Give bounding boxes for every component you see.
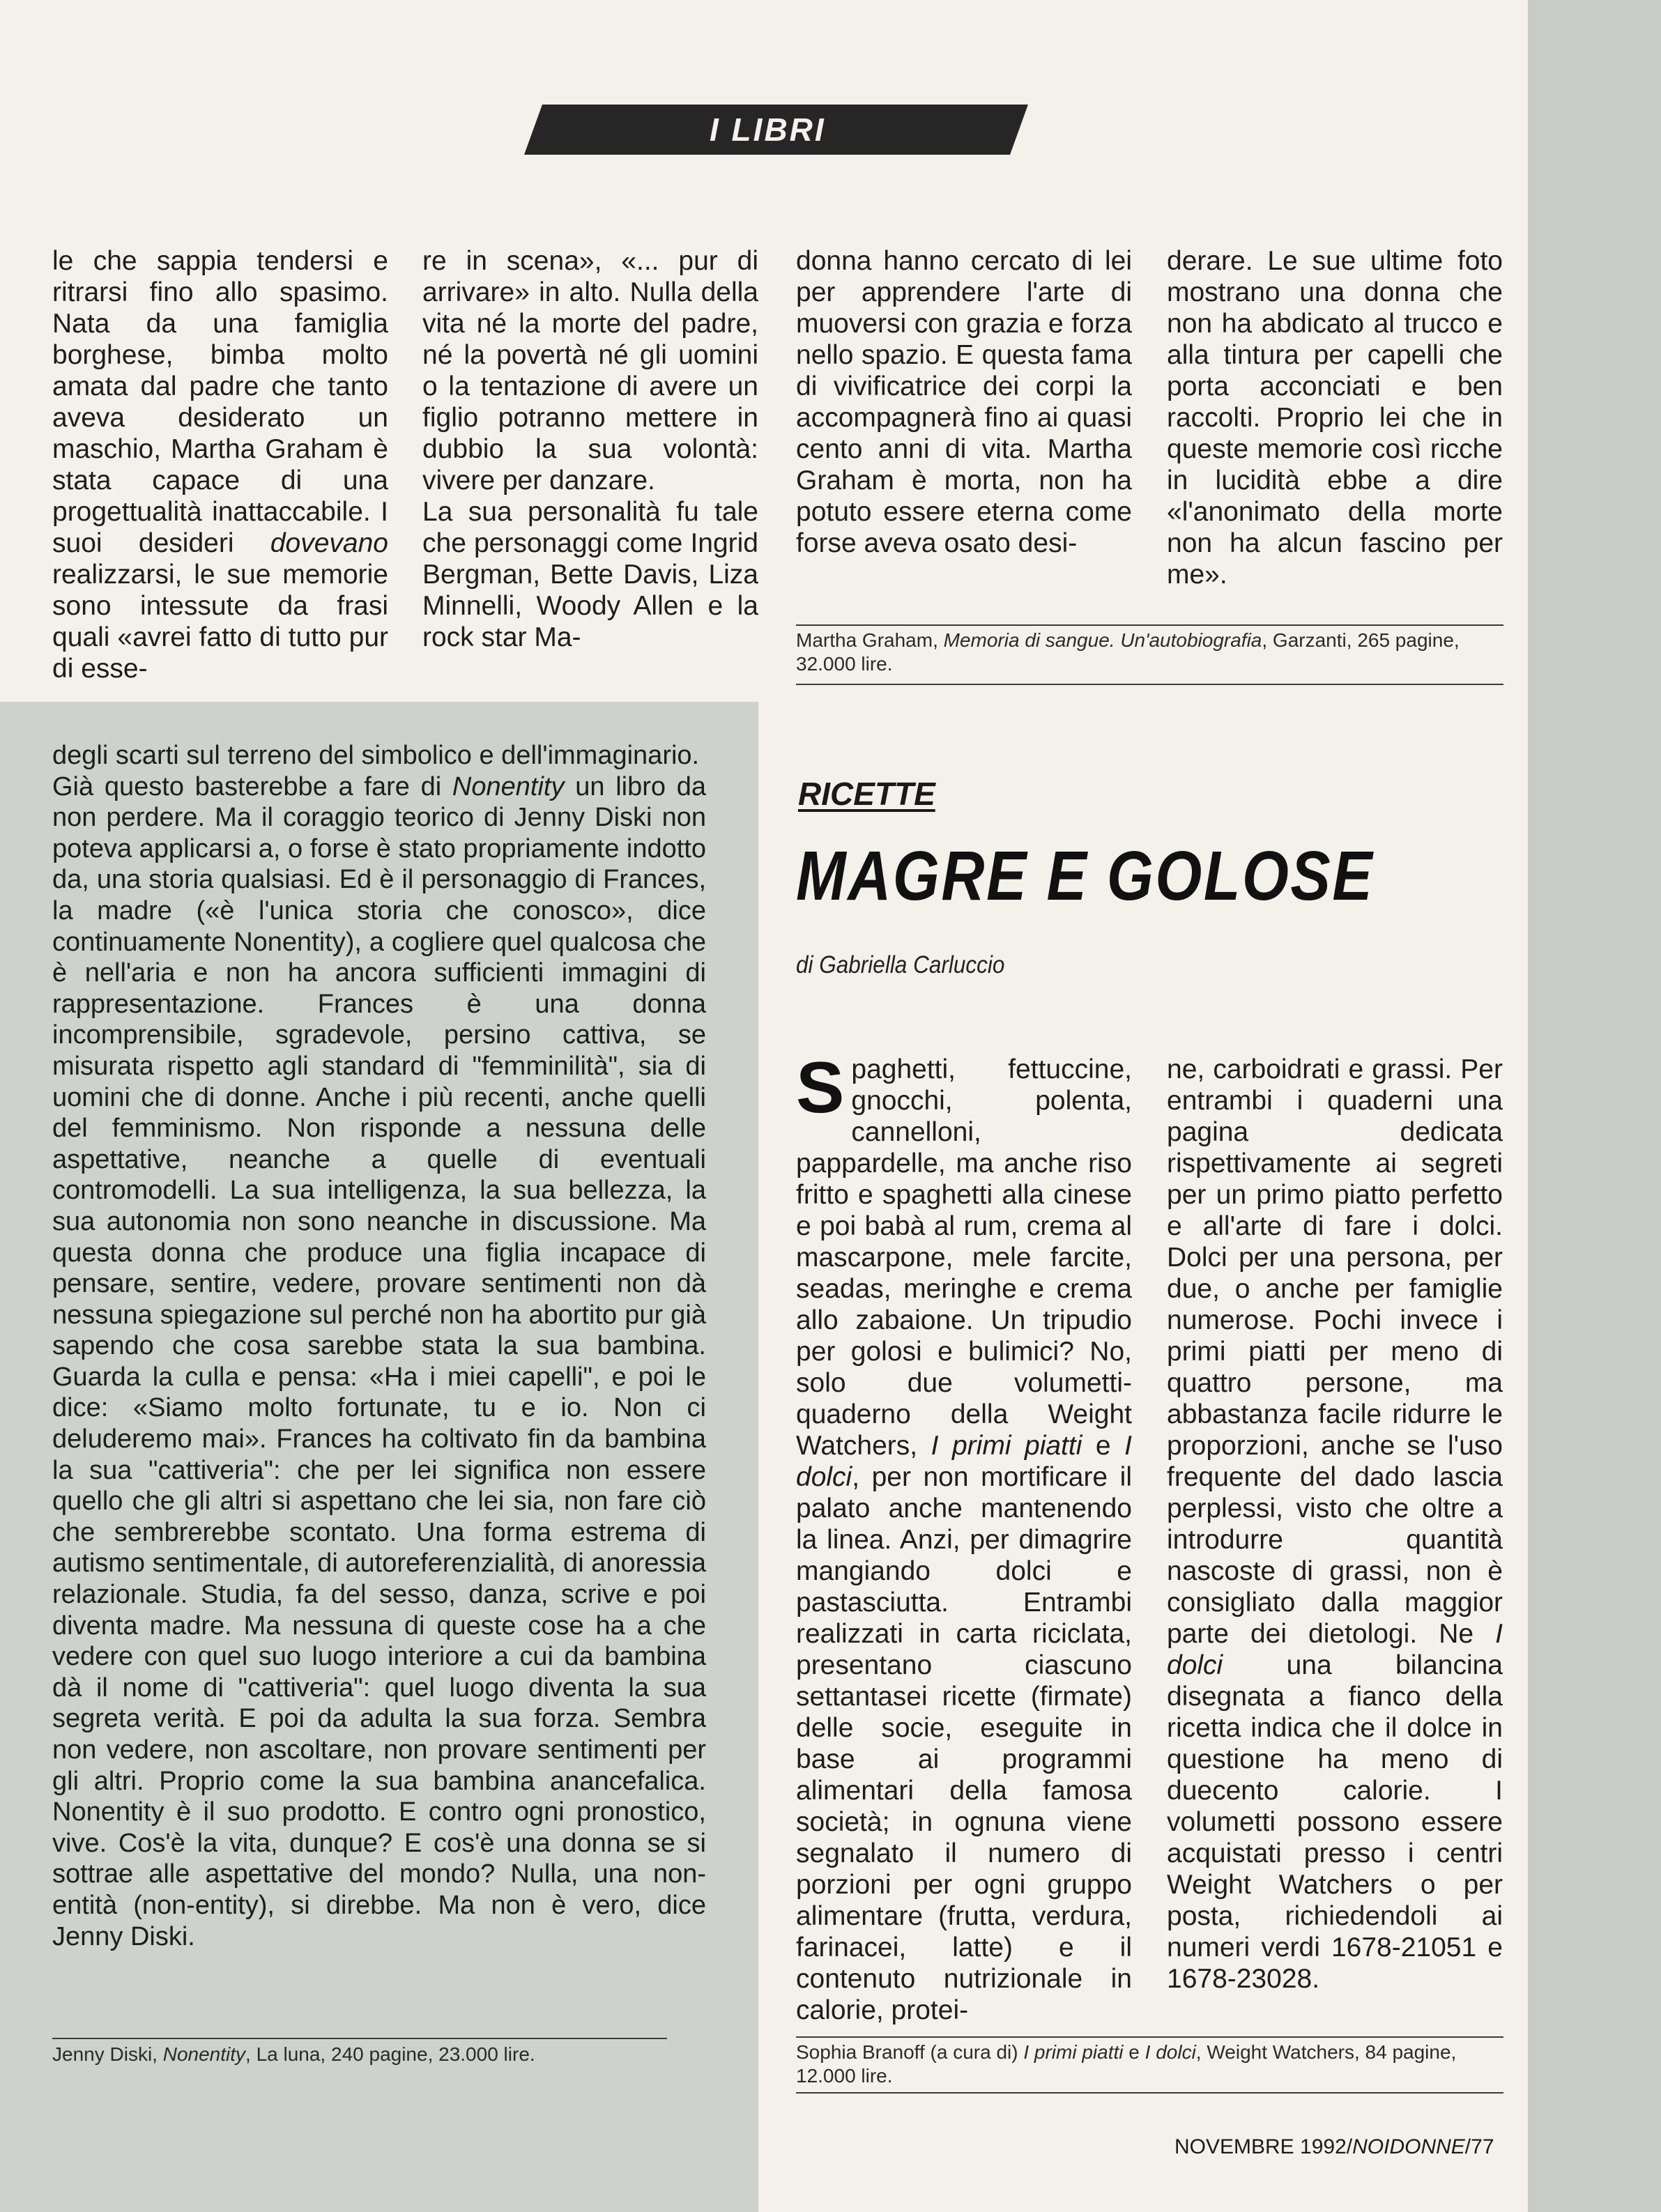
nonentity-review-text — [52, 740, 706, 1952]
graham-column-2-p1: re in scena», «... pur di arrivare» in alto. Nulla della vita né la morte del padre, né la povertà né gli uomini o la tentazione di avere un figlio potranno mettere in dubbio la sua volontà: vivere per danzare. — [422, 246, 758, 496]
graham-column-2 — [422, 245, 758, 653]
graham-book-credit: Martha Graham, Memoria di sangue. Un'autobiografia, Garzanti, 265 pagine, 32.000 lire. — [796, 629, 1460, 675]
graham-credit-rule-bottom — [796, 684, 1503, 685]
recipes-credit-rule-top — [796, 2036, 1503, 2038]
nonentity-p2: Già questo basterebbe a fare di Nonentity un libro da non perdere. Ma il coraggio teorico di Jenny Diski non poteva applicarsi a, o forse è stato propriamente indotto da, una storia qualsiasi. Ed è il personaggio di Frances, la madre («è l'unica storia che conosco», dice continuamente Nonentity), a cogliere quel qualcosa che è nell'aria e non ha ancora sufficienti immagini di rappresentazione. Frances è una donna incomprensibile, sgradevole, persino cattiva, se misurata rispetto agli standard di "femminilità", sia di uomini che di donne. Anche i più recenti, anche quelli del femminismo. Non risponde a nessuna delle aspettative, neanche a quelle di eventuali contromodelli. La sua intelligenza, la sua bellezza, la sua autonomia non sono neanche in discussione. Ma questa donna che produce una figlia incapace di pensare, sentire, vedere, provare sentimenti non dà nessuna spiegazione sul perché non ha abortito pur già sapendo che cosa sarebbe stata la sua bambina. Guarda la culla e pensa: «Ha i miei capelli", e poi le dice: «Siamo molto fortunate, tu e io. Non ci deluderemo mai». Frances ha coltivato fin da bambina la sua "cattiveria": che per lei significa non essere quello che gli altri si aspettano che lei sia, non fare ciò che sembrerebbe scontato. Una forma estrema di autismo sentimentale, di autoreferenzialità, di anoressia relazionale. Studia, fa del sesso, danza, scrive e poi diventa madre. Ma nessuna di queste cose ha a che vedere con quel suo luogo interiore a cui da bambina dà il nome di "cattiveria": quel luogo diventa la sua segreta verità. E poi da adulta la sua forza. Sembra non vedere, non ascoltare, non provare sentimenti per gli altri. Proprio come la sua bambina anancefalica. Nonentity è il suo prodotto. E contro ogni pronostico, vive. Cos'è la vita, dunque? E cos'è una donna se si sottrae alle aspettative del mondo? Nulla, una non-entità (non-entity), si direbbe. Ma non è vero, dice Jenny Diski. — [52, 771, 706, 1951]
recipes-book-credit: Sophia Branoff (a cura di) I primi piatti e I dolci, Weight Watchers, 84 pagine, 12.000 lire. — [796, 2041, 1457, 2087]
graham-column-4: derare. Le sue ultime foto mostrano una donna che non ha abdicato al trucco e alla tintura per capelli che porta acconciati e ben raccolti. Proprio lei che in queste memorie così ricche in lucidità ebbe a dire «l'anonimato della morte non ha alcun fascino per me». — [1167, 246, 1503, 590]
graham-column-3: donna hanno cercato di lei per apprendere l'arte di muoversi con grazia e forza nello spazio. E questa fama di vivificatrice dei corpi la accompagnerà fino ai quasi cento anni di vita. Martha Graham è morta, non ha potuto essere eterna come forse aveva osato desi- — [796, 246, 1132, 558]
nonentity-credit-rule — [52, 2038, 667, 2039]
recipes-column-2: ne, carboidrati e grassi. Per entrambi i quaderni una pagina dedicata rispettivamente ai segreti per un primo piatto perfetto e all'arte di fare i dolci. Dolci per una persona, per due, o anche per famiglie numerose. Pochi invece i primi piatti per meno di quattro persone, ma abbastanza facile ridurre le proporzioni, anche se l'uso frequente del dado lascia perplessi, visto che oltre a introdurre quantità nascoste di grassi, non è consigliato dalla maggior parte dei dietologi. Ne I dolci una bilancina disegnata a fianco della ricetta indica che il dolce in questione ha meno di duecento calorie. I volumetti possono essere acquistati presso i centri Weight Watchers o per posta, richiedendoli ai numeri verdi 1678-21051 e 1678-23028. — [1167, 1054, 1503, 1994]
recipes-column-1: Spaghetti, fettuccine, gnocchi, polenta, cannelloni, pappardelle, ma anche riso fritto e spaghetti alla cinese e poi babà al rum, crema al mascarpone, mele farcite, seadas, meringhe e crema allo zabaione. Un tripudio per golosi e bulimici? No, solo due volumetti-quaderno della Weight Watchers, I primi piatti e I dolci, per non mortificare il palato anche mantenendo la linea. Anzi, per dimagrire mangiando dolci e pastasciutta. Entrambi realizzati in carta riciclata, presentano ciascuno settantasei ricette (firmate) delle socie, eseguite in base ai programmi alimentari della famosa società; in ognuna viene segnalato il numero di porzioni per ogni gruppo alimentare (frutta, verdura, farinacei, latte) e il contenuto nutrizionale in calorie, protei- — [796, 1047, 1132, 2025]
nonentity-book-credit: Jenny Diski, Nonentity, La luna, 240 pagine, 23.000 lire. — [52, 2043, 535, 2065]
recipes-credit-rule-bottom — [796, 2092, 1503, 2094]
page-edge — [1528, 0, 1661, 2212]
graham-credit-rule-top — [796, 624, 1503, 626]
article-headline: MAGRE E GOLOSE — [796, 837, 1375, 915]
drop-cap: S — [796, 1047, 845, 1128]
page-footer: NOVEMBRE 1992/NOIDONNE/77 — [1174, 2135, 1494, 2158]
graham-column-2-p2: La sua personalità fu tale che personaggi come Ingrid Bergman, Bette Davis, Liza Minnelli, Woody Allen e la rock star Ma- — [422, 497, 758, 652]
article-kicker: RICETTE — [798, 776, 935, 812]
graham-column-1: le che sappia tendersi e ritrarsi fino allo spasimo. Nata da una famiglia borghese, bimba molto amata dal padre che tanto aveva desiderato un maschio, Martha Graham è stata capace di una progettualità inattaccabile. I suoi desideri dovevano realizzarsi, le sue memorie sono intessute da frasi quali «avrei fatto di tutto pur di esse- — [52, 246, 388, 684]
nonentity-p1: degli scarti sul terreno del simbolico e dell'immaginario. — [52, 741, 700, 770]
section-banner-label: I LIBRI — [710, 112, 826, 148]
article-byline: di Gabriella Carluccio — [796, 951, 1005, 978]
